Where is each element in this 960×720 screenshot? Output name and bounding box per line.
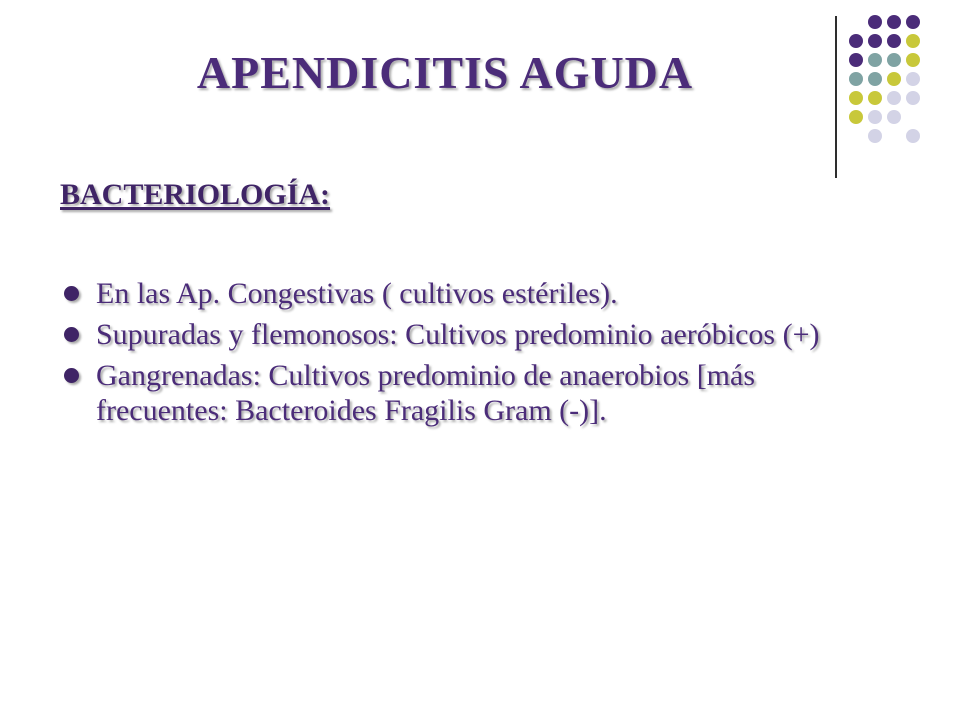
bullet-text: Gangrenadas: Cultivos predominio de anaerobios [más frecuentes: Bacteroides Fragilis Gram (-)]. xyxy=(96,359,756,427)
decorative-dot-lavender xyxy=(887,110,901,124)
decorative-dot-olive xyxy=(849,91,863,105)
decorative-dot-lavender xyxy=(887,91,901,105)
decorative-dot-purple xyxy=(849,53,863,67)
decorative-dot-purple xyxy=(906,15,920,29)
slide-title: APENDICITIS AGUDA xyxy=(196,47,694,98)
decorative-dot-lavender xyxy=(868,110,882,124)
bullet-dot-icon xyxy=(64,327,79,342)
bullet-item xyxy=(60,358,880,428)
bullet-text: Supuradas y flemonosos: Cultivos predominio aeróbicos (+) xyxy=(96,318,820,351)
bullet-text: En las Ap. Congestivas ( cultivos estériles). xyxy=(96,277,618,310)
bullet-item xyxy=(60,276,880,311)
bullet-dot-icon xyxy=(64,368,79,383)
vertical-divider-line xyxy=(835,16,837,178)
decorative-dot-purple xyxy=(887,34,901,48)
decorative-dot-olive xyxy=(849,110,863,124)
section-heading: BACTERIOLOGÍA: xyxy=(60,178,331,211)
decorative-dot-purple xyxy=(868,15,882,29)
decorative-dot-lavender xyxy=(906,91,920,105)
decorative-dot-olive xyxy=(906,34,920,48)
decorative-dot-purple xyxy=(887,15,901,29)
bullet-list xyxy=(60,276,880,434)
decorative-dot-teal xyxy=(868,72,882,86)
decorative-dot-purple xyxy=(849,34,863,48)
decorative-dot-olive xyxy=(887,72,901,86)
bullet-item xyxy=(60,317,880,352)
decorative-dot-olive xyxy=(868,91,882,105)
decorative-dot-lavender xyxy=(906,72,920,86)
decorative-dot-teal xyxy=(849,72,863,86)
decorative-dot-purple xyxy=(868,34,882,48)
decorative-dot-lavender xyxy=(868,129,882,143)
decorative-dot-lavender xyxy=(906,129,920,143)
decorative-dot-teal xyxy=(868,53,882,67)
decorative-dot-teal xyxy=(887,53,901,67)
bullet-dot-icon xyxy=(64,286,79,301)
decorative-dot-olive xyxy=(906,53,920,67)
